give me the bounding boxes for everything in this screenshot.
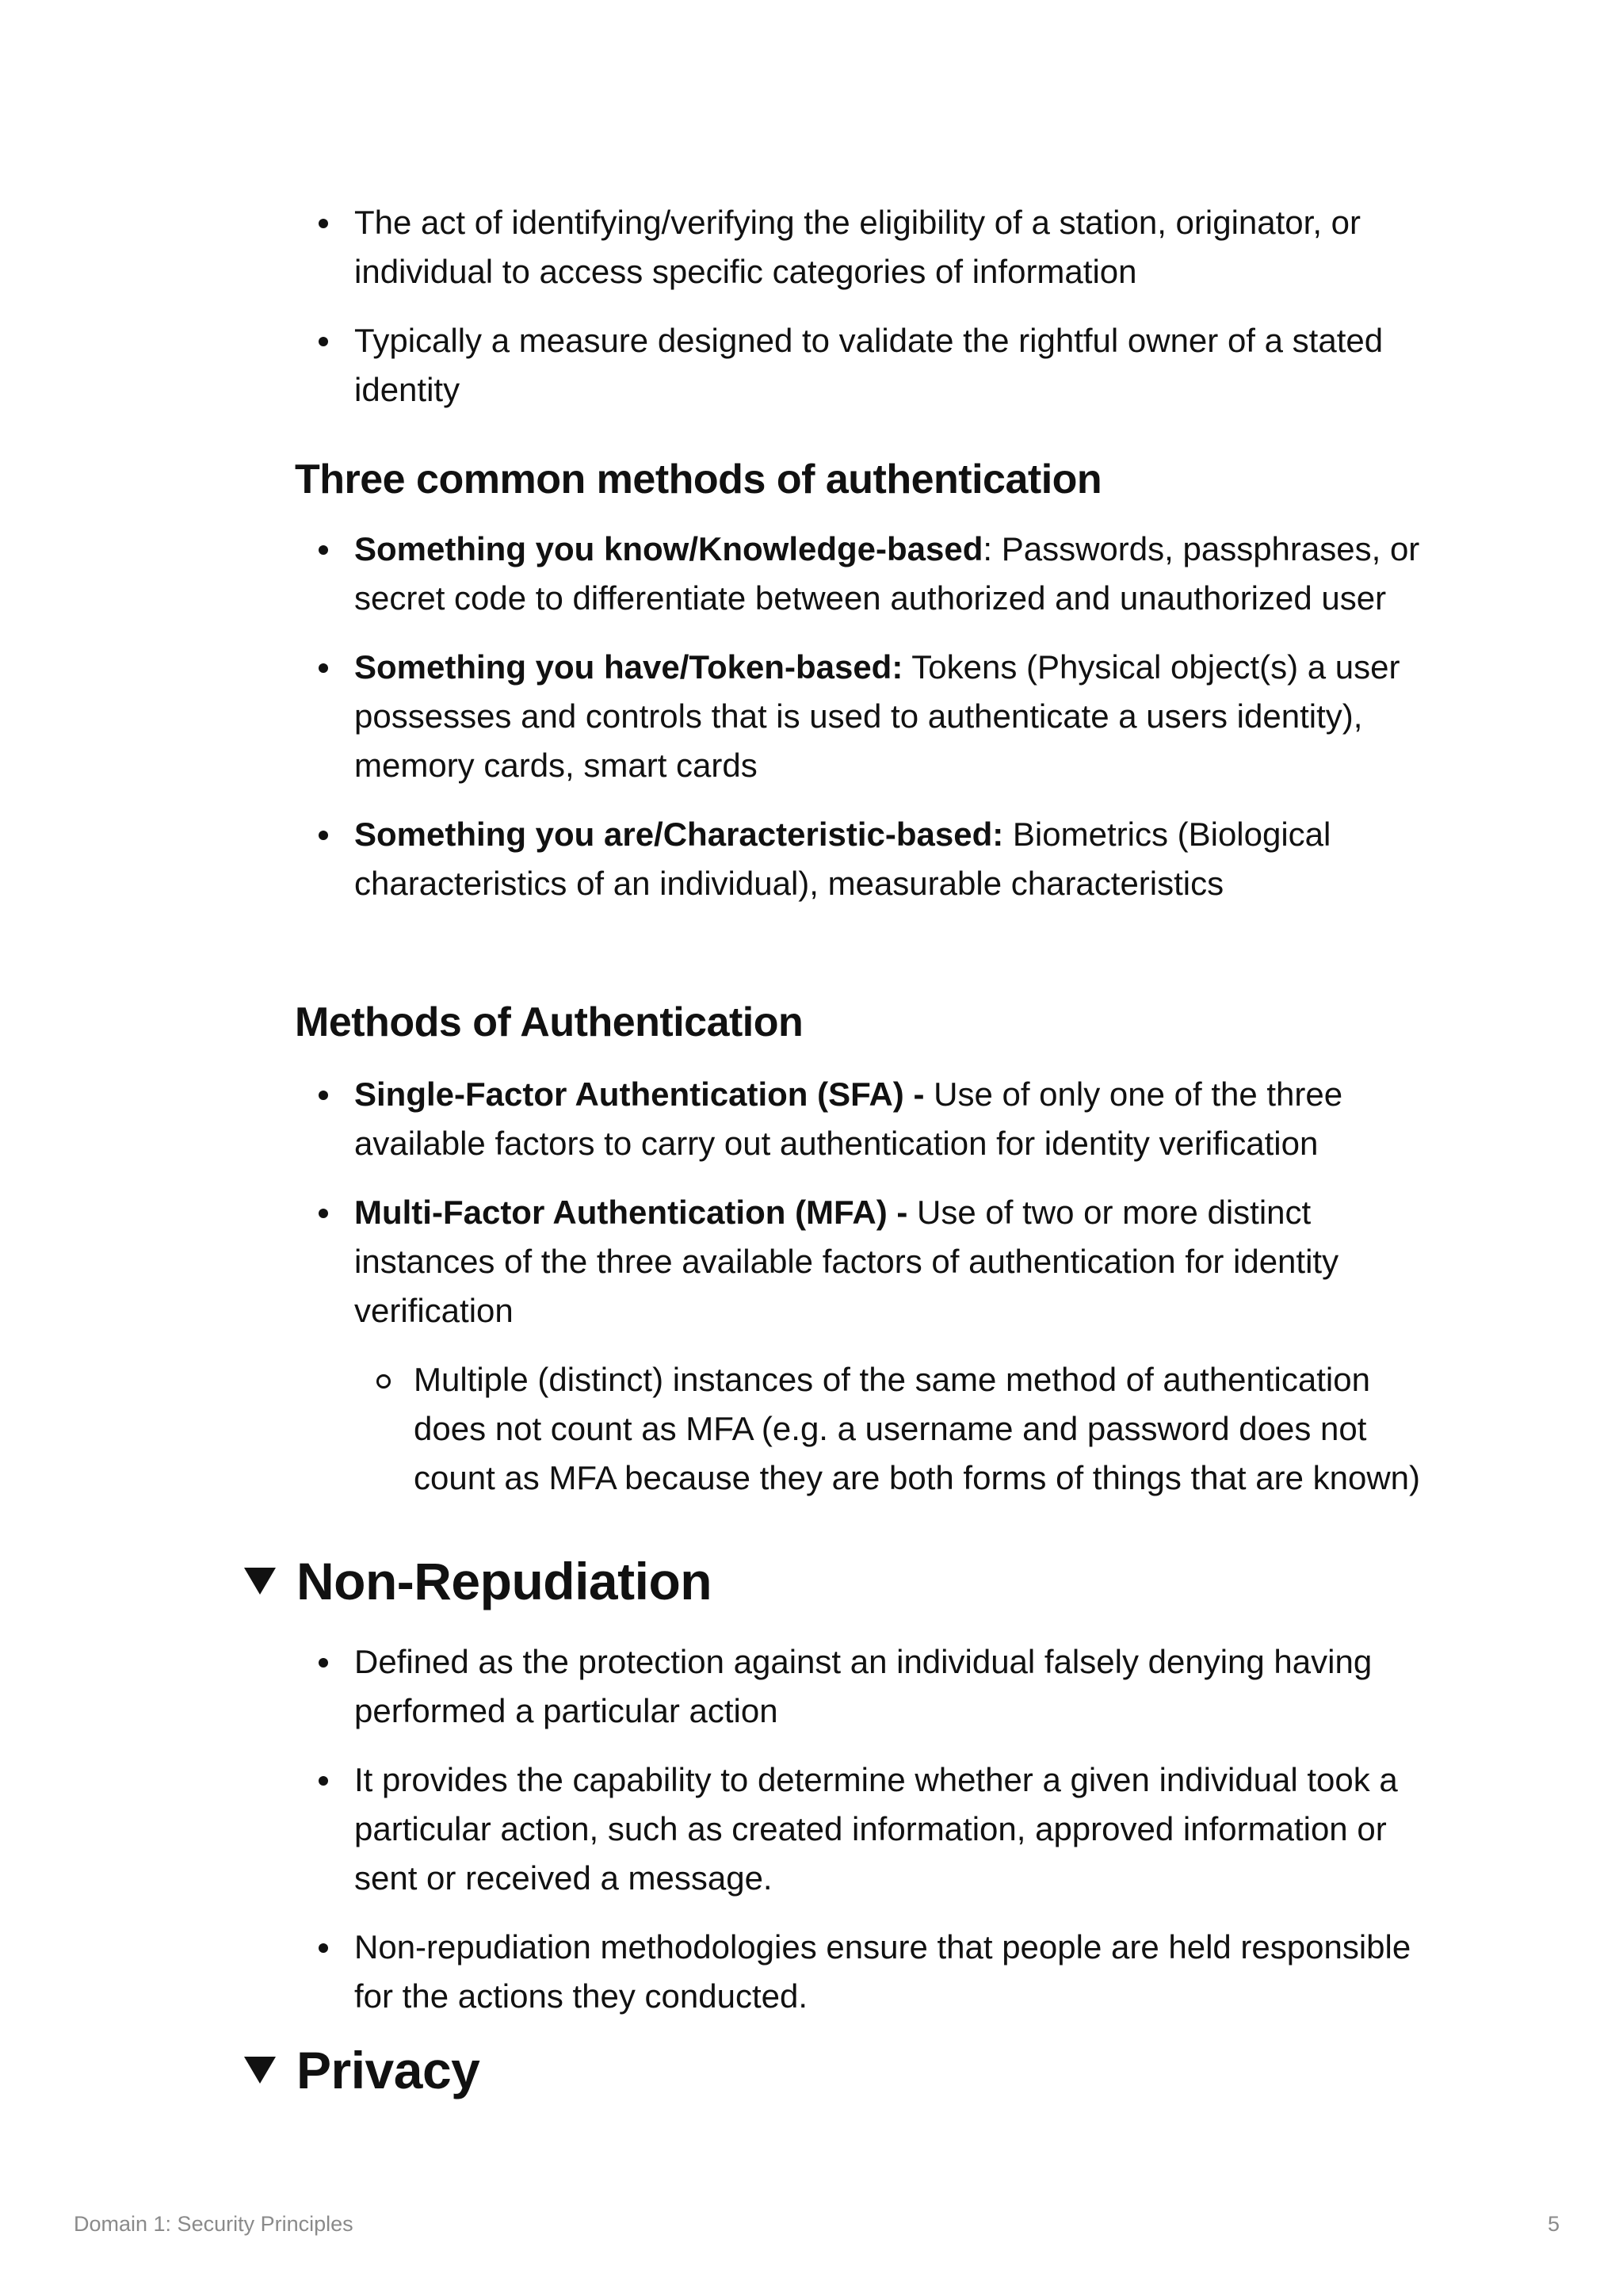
expanded-triangle-icon[interactable] — [244, 2057, 276, 2084]
list-item: It provides the capability to determine whether a given individual took a particular action, such as created information, approved information or sent or received a message. — [295, 1755, 1444, 1903]
identification-list-block — [295, 198, 1444, 434]
method-term: Something you are/Characteristic-based: — [354, 816, 1004, 853]
method-description: : Passwords, passphrases, or secret code to differentiate between authorized and unauthorized user — [354, 530, 1420, 617]
list-item: The act of identifying/verifying the eligibility of a station, originator, or individual to access specific categories of information — [295, 198, 1444, 296]
privacy-heading: Privacy — [296, 2041, 480, 2099]
footer-section-title: Domain 1: Security Principles — [74, 2212, 353, 2236]
methods-of-authentication-list-block — [295, 1070, 1444, 1522]
factor-description: Use of two or more distinct instances of the three available factors of authentication for identity verification — [354, 1194, 1339, 1329]
list-item — [295, 1188, 1444, 1503]
expanded-triangle-icon[interactable] — [244, 1568, 276, 1595]
sub-list-item: Multiple (distinct) instances of the same method of authentication does not count as MFA (e.g. a username and password does not count as MFA because they are both forms of things that are known) — [354, 1355, 1444, 1503]
identification-list — [295, 198, 1444, 415]
list-item: Non-repudiation methodologies ensure that people are held responsible for the actions they conducted. — [295, 1923, 1444, 2021]
non-repudiation-list — [295, 1637, 1444, 2021]
list-item — [295, 810, 1444, 908]
methods-of-authentication-heading: Methods of Authentication — [295, 999, 804, 1045]
method-term: Something you know/Knowledge-based — [354, 530, 983, 567]
list-item: Typically a measure designed to validate the rightful owner of a stated identity — [295, 316, 1444, 415]
factor-description: Use of only one of the three available factors to carry out authentication for identity verification — [354, 1075, 1343, 1162]
list-item — [295, 643, 1444, 790]
method-term: Something you have/Token-based: — [354, 648, 903, 686]
non-repudiation-toggle[interactable] — [244, 1549, 712, 1613]
three-methods-list — [295, 525, 1444, 908]
page-number: 5 — [1547, 2212, 1560, 2236]
list-item: Defined as the protection against an individual falsely denying having performed a particular action — [295, 1637, 1444, 1736]
three-methods-list-block — [295, 525, 1444, 928]
methods-of-authentication-list — [295, 1070, 1444, 1503]
factor-term: Single-Factor Authentication (SFA) - — [354, 1075, 925, 1113]
mfa-sub-list — [354, 1355, 1444, 1503]
non-repudiation-heading: Non-Repudiation — [296, 1552, 712, 1610]
three-methods-heading: Three common methods of authentication — [295, 457, 1102, 502]
list-item — [295, 525, 1444, 623]
factor-term: Multi-Factor Authentication (MFA) - — [354, 1194, 908, 1231]
non-repudiation-list-block — [295, 1637, 1444, 2041]
method-description: Tokens (Physical object(s) a user possesses and controls that is used to authenticate a users identity), memory cards, smart cards — [354, 648, 1400, 784]
method-description: Biometrics (Biological characteristics of an individual), measurable characteristics — [354, 816, 1331, 902]
privacy-toggle[interactable] — [244, 2038, 479, 2102]
list-item — [295, 1070, 1444, 1168]
